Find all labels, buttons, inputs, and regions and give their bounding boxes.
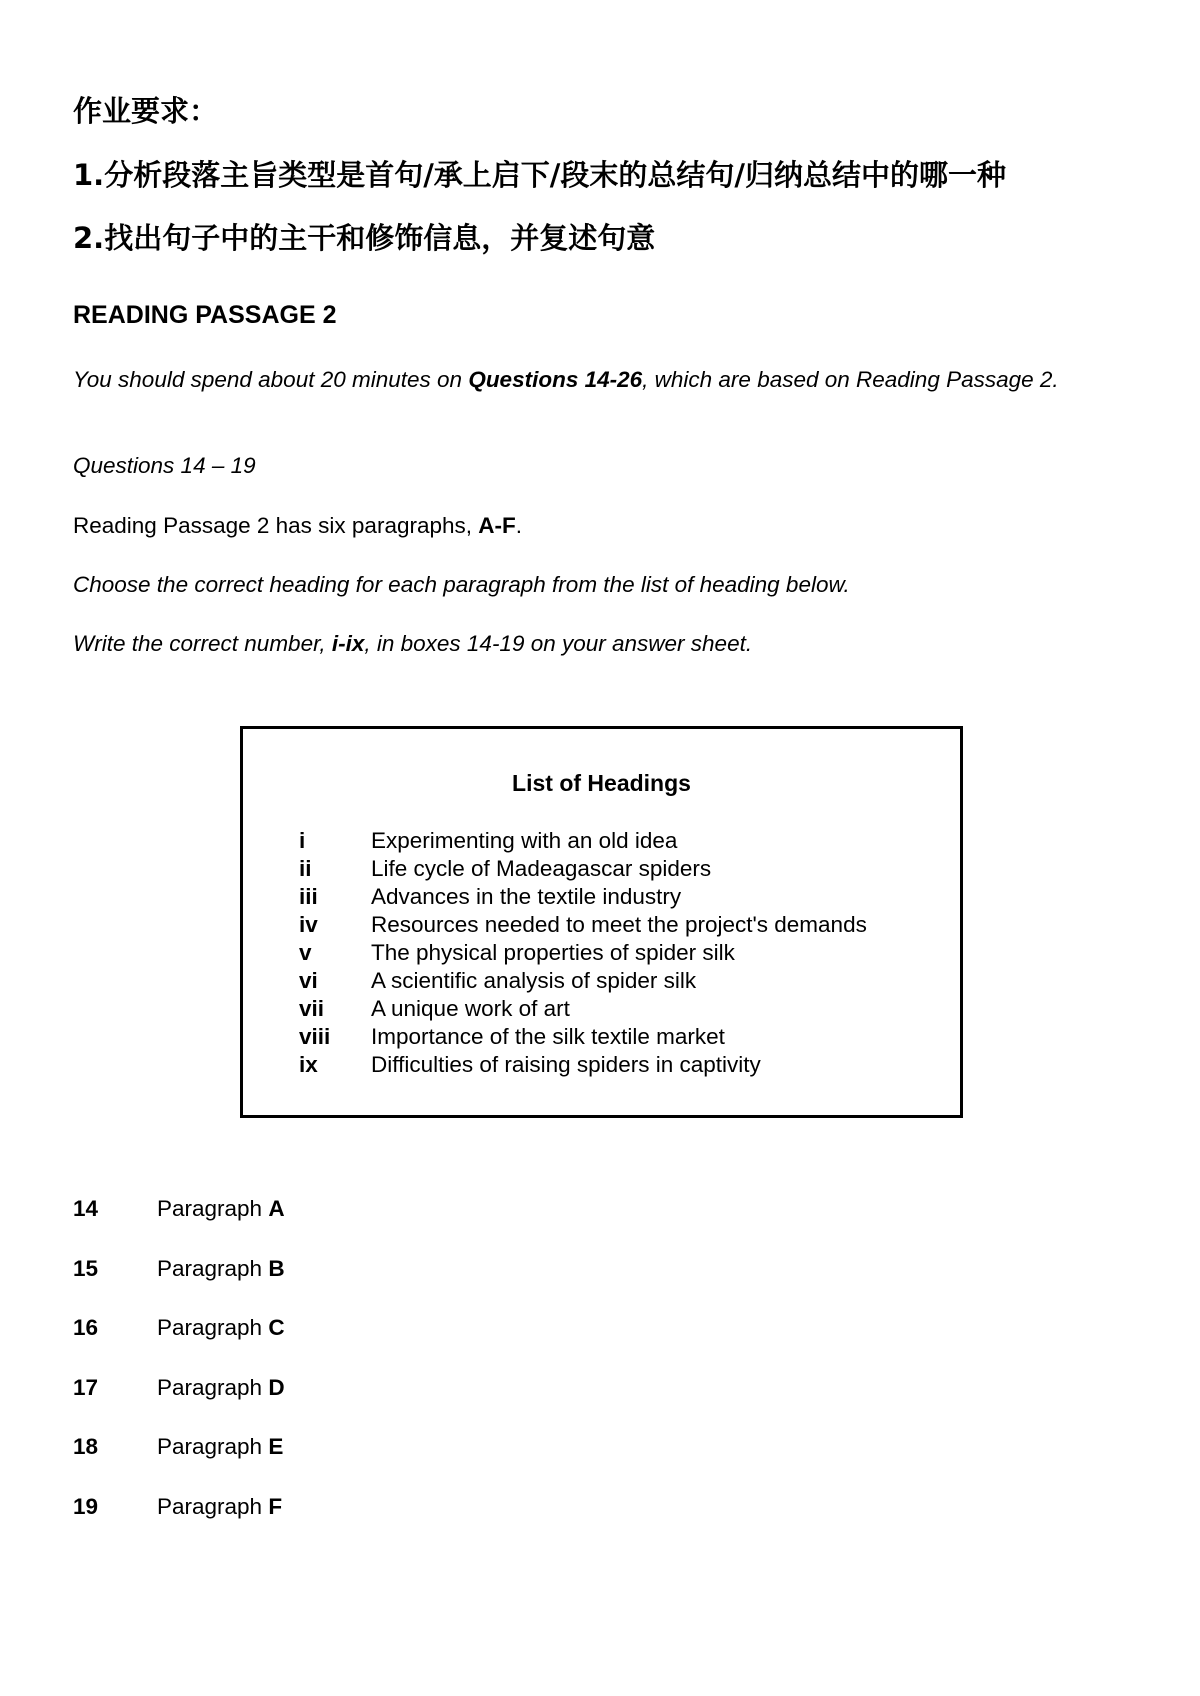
question-number: 17 xyxy=(73,1374,99,1400)
heading-number: iii xyxy=(299,884,318,909)
heading-item xyxy=(299,1023,867,1051)
question-number: 18 xyxy=(73,1434,99,1459)
question-number: 19 xyxy=(73,1493,99,1519)
time-instruction-prefix: You should spend about 20 minutes on xyxy=(73,367,469,392)
paragraphs-info-range: A-F xyxy=(478,513,516,538)
question-label: Paragraph xyxy=(157,1255,269,1281)
question-label: Paragraph xyxy=(157,1434,269,1459)
heading-text: Resources needed to meet the project's demands xyxy=(371,912,867,937)
heading-item xyxy=(299,883,867,911)
heading-text: Importance of the silk textile market xyxy=(371,1024,725,1049)
heading-number: viii xyxy=(299,1024,331,1049)
question-list xyxy=(73,1195,285,1552)
question-paragraph-letter: E xyxy=(268,1434,284,1459)
heading-item xyxy=(299,967,867,995)
homework-requirement-2: 2.找出句子中的主干和修饰信息，并复述句意 xyxy=(73,221,656,255)
question-item xyxy=(73,1195,285,1255)
heading-number: i xyxy=(299,828,306,853)
question-item xyxy=(73,1374,285,1434)
headings-box-title: List of Headings xyxy=(512,770,691,796)
question-label: Paragraph xyxy=(157,1315,269,1340)
homework-requirement-1: 1.分析段落主旨类型是首句/承上启下/段末的总结句/归纳总结中的哪一种 xyxy=(73,158,1006,192)
question-range: Questions 14 – 19 xyxy=(73,453,256,478)
heading-text: Experimenting with an old idea xyxy=(371,828,678,853)
heading-text: Difficulties of raising spiders in captivity xyxy=(371,1052,761,1077)
homework-title: 作业要求： xyxy=(73,94,219,128)
question-number: 14 xyxy=(73,1196,99,1221)
paragraphs-info-prefix: Reading Passage 2 has six paragraphs, xyxy=(73,513,479,538)
time-instruction-questions: Questions 14-26 xyxy=(468,367,643,392)
write-instruction xyxy=(73,630,1133,658)
heading-text: The physical properties of spider silk xyxy=(371,940,735,965)
heading-text: A scientific analysis of spider silk xyxy=(371,968,697,993)
heading-text: Life cycle of Madeagascar spiders xyxy=(371,856,712,881)
question-item xyxy=(73,1255,285,1315)
question-number: 15 xyxy=(73,1255,99,1281)
heading-text: Advances in the textile industry xyxy=(371,884,682,909)
choose-instruction: Choose the correct heading for each paragraph from the list of heading below. xyxy=(73,572,850,597)
heading-number: ix xyxy=(299,1052,318,1077)
heading-text: A unique work of art xyxy=(371,996,570,1021)
time-instruction-suffix: , which are based on Reading Passage 2. xyxy=(642,367,1059,392)
question-paragraph-letter: D xyxy=(268,1374,285,1400)
heading-item xyxy=(299,855,867,883)
question-label: Paragraph xyxy=(157,1374,269,1400)
question-label: Paragraph xyxy=(157,1196,269,1221)
question-paragraph-letter: C xyxy=(268,1315,285,1340)
heading-item xyxy=(299,827,867,855)
paragraphs-info-suffix: . xyxy=(515,513,523,538)
heading-list xyxy=(299,827,867,1079)
question-item xyxy=(73,1493,285,1553)
heading-item xyxy=(299,995,867,1023)
heading-number: ii xyxy=(299,856,312,881)
question-label: Paragraph xyxy=(157,1493,269,1519)
heading-item xyxy=(299,939,867,967)
question-paragraph-letter: B xyxy=(268,1255,285,1281)
time-instruction xyxy=(73,366,1133,394)
question-number: 16 xyxy=(73,1315,99,1340)
heading-item xyxy=(299,1051,867,1079)
heading-number: vii xyxy=(299,996,325,1021)
question-paragraph-letter: A xyxy=(268,1196,285,1221)
heading-item xyxy=(299,911,867,939)
list-of-headings-box xyxy=(240,726,963,1118)
paragraphs-info xyxy=(73,512,1133,540)
question-item xyxy=(73,1314,285,1374)
question-item xyxy=(73,1433,285,1493)
question-paragraph-letter: F xyxy=(268,1493,283,1519)
write-instruction-suffix: , in boxes 14-19 on your answer sheet. xyxy=(364,631,753,656)
heading-number: v xyxy=(299,940,312,965)
write-instruction-prefix: Write the correct number, xyxy=(73,631,332,656)
passage-title: READING PASSAGE 2 xyxy=(73,301,337,329)
heading-number: iv xyxy=(299,912,318,937)
write-instruction-range: i-ix xyxy=(331,631,365,656)
heading-number: vi xyxy=(299,968,318,993)
